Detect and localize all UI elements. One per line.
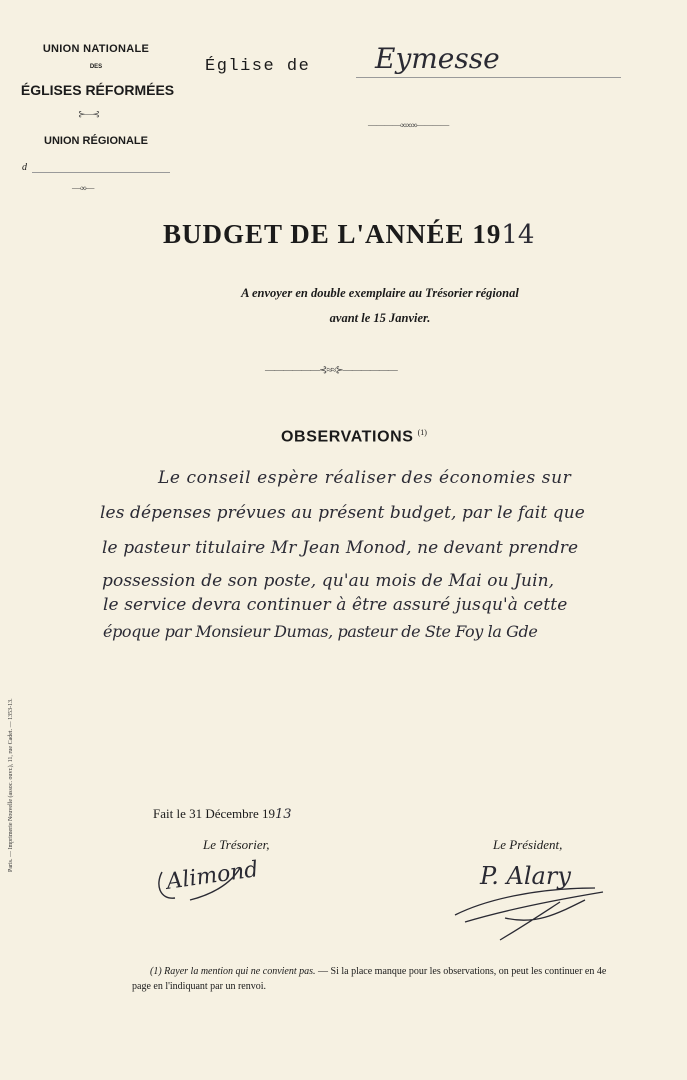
- observations-title: OBSERVATIONS: [281, 428, 414, 446]
- union-nationale-label: UNION NATIONALE: [42, 43, 150, 55]
- ornament-divider-small: —∞—: [72, 183, 94, 193]
- budget-title: [163, 219, 534, 250]
- ornament-instructions: ——————⊰≈≈⊱——————: [265, 365, 397, 376]
- fait-le-date: [153, 806, 292, 822]
- footnote: [132, 964, 622, 994]
- tresorier-signature: Alimond: [165, 857, 260, 895]
- instruction-line-2: avant le 15 Janvier.: [329, 311, 431, 325]
- observation-line: le pasteur titulaire Mr Jean Monod, ne devant prendre: [102, 538, 579, 558]
- budget-title-text: BUDGET DE L'ANNÉE 19: [163, 219, 502, 249]
- ornament-divider: ⊱—⊰: [78, 109, 100, 119]
- observation-line: possession de son poste, qu'au mois de Mai ou Juin,: [102, 571, 555, 591]
- eglise-label: Église de: [205, 57, 311, 76]
- eglise-underline: [356, 77, 621, 78]
- fait-le-year-handwritten: 13: [275, 807, 292, 822]
- footnote-rest: — Si la place manque pour les observations, on peut les continuer en 4e page en l'indiquant par un renvoi.: [132, 966, 607, 992]
- tresorier-label: Le Trésorier,: [203, 837, 270, 852]
- president-label: Le Président,: [493, 837, 563, 852]
- union-regionale-label: UNION RÉGIONALE: [44, 135, 148, 147]
- des-label: DES: [89, 64, 103, 70]
- president-signature: P. Alary: [480, 862, 571, 890]
- president-signature-flourish: [445, 870, 615, 950]
- observation-line: le service devra continuer à être assuré jusqu'à cette: [103, 595, 568, 615]
- observation-line: les dépenses prévues au présent budget, par le fait que: [100, 503, 585, 523]
- printer-imprint: Paris. — Imprimerie Nouvelle (assoc. ouvr.), 11, rue Cadet. — 1353-13.: [8, 698, 14, 872]
- eglise-name-handwritten: Eymesse: [375, 42, 500, 75]
- d-prefix: d: [22, 162, 27, 173]
- instruction-line-1: A envoyer en double exemplaire au Trésorier régional: [241, 286, 519, 300]
- fait-le-text: Fait le 31 Décembre 19: [153, 806, 276, 821]
- tresorier-signature-flourish: [150, 860, 260, 910]
- observation-line: Le conseil espère réaliser des économies sur: [158, 468, 572, 488]
- budget-year-handwritten: 14: [501, 220, 535, 250]
- footnote-italic: (1) Rayer la mention qui ne convient pas.: [150, 966, 316, 977]
- ornament-eglise: ————∞∞∞————: [368, 120, 449, 130]
- eglises-reformees-label: ÉGLISES RÉFORMÉES: [20, 82, 175, 98]
- regionale-underline: [32, 172, 170, 173]
- observation-line: époque par Monsieur Dumas, pasteur de Ste Foy la Gde: [103, 622, 538, 641]
- observations-note-ref: (1): [417, 428, 427, 437]
- observations-heading: [281, 428, 427, 446]
